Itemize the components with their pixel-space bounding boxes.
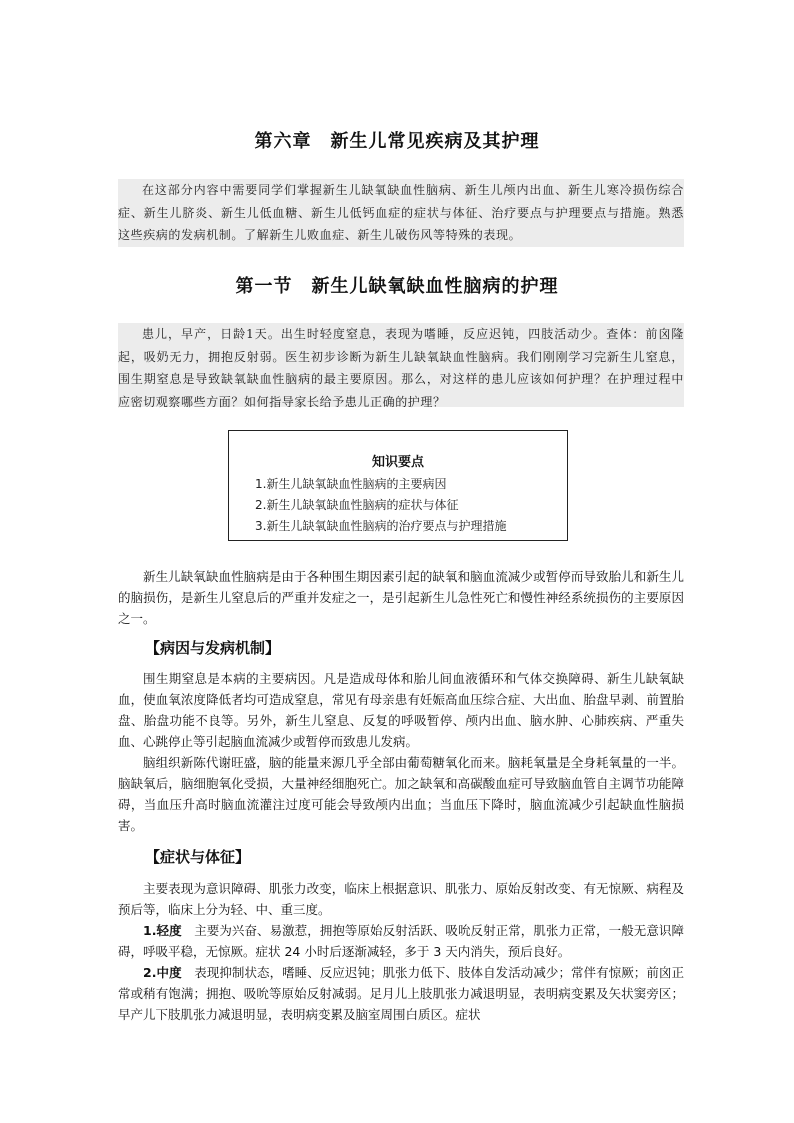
etiology-block — [118, 668, 684, 836]
knowledge-point-item: 1.新生儿缺氧缺血性脑病的主要病因 — [255, 477, 447, 491]
mild-grade-label: 1.轻度 — [143, 923, 182, 938]
moderate-grade-text: 表现抑制状态，嗜睡、反应迟钝；肌张力低下、肢体自发活动减少；常伴有惊厥；前囟正常或稍有饱满；拥抱、吸吮等原始反射减弱。足月儿上肢肌张力减退明显，表明病变累及矢状窦旁区；早产儿下肢肌张力减退明显，表明病变累及脑室周围白质区。症状 — [118, 965, 684, 1022]
case-intro-box — [118, 323, 684, 407]
chapter-title: 第六章 新生儿常见疾病及其护理 — [254, 131, 540, 152]
definition-paragraph: 新生儿缺氧缺血性脑病是由于各种围生期因素引起的缺氧和脑血流减少或暂停而导致胎儿和新生儿的脑损伤，是新生儿窒息后的严重并发症之一，是引起新生儿急性死亡和慢性神经系统损伤的主要原因之一。 — [118, 569, 684, 626]
symptoms-block — [118, 878, 684, 1025]
moderate-grade-paragraph — [118, 962, 684, 1025]
knowledge-points-box — [228, 430, 568, 541]
knowledge-points-title: 知识要点 — [371, 455, 424, 470]
moderate-grade-label: 2.中度 — [143, 965, 182, 980]
etiology-paragraph: 围生期窒息是本病的主要病因。凡是造成母体和胎儿间血液循环和气体交换障碍、新生儿缺氧缺血，使血氧浓度降低者均可造成窒息，常见有母亲患有妊娠高血压综合症、大出血、胎盘早剥、前置胎盘、胎盘功能不良等。另外，新生儿窒息、反复的呼吸暂停、颅内出血、脑水肿、心肺疾病、严重失血、心跳停止等引起脑血流减少或暂停而致患儿发病。 — [118, 671, 684, 749]
mild-grade-text: 主要为兴奋、易激惹，拥抱等原始反射活跃、吸吮反射正常，肌张力正常，一般无意识障碍，呼吸平稳，无惊厥。症状 24 小时后逐渐减轻，多于 3 天内消失，预后良好。 — [118, 923, 684, 959]
symptoms-intro-paragraph: 主要表现为意识障碍、肌张力改变，临床上根据意识、肌张力、原始反射改变、有无惊厥、病程及预后等，临床上分为轻、中、重三度。 — [118, 881, 684, 917]
etiology-heading: 【病因与发病机制】 — [145, 639, 281, 657]
knowledge-point-item: 3.新生儿缺氧缺血性脑病的治疗要点与护理措施 — [255, 519, 507, 533]
mild-grade-paragraph — [118, 920, 684, 962]
chapter-intro-text: 在这部分内容中需要同学们掌握新生儿缺氧缺血性脑病、新生儿颅内出血、新生儿寒冷损伤综合症、新生儿脐炎、新生儿低血糖、新生儿低钙血症的症状与体征、治疗要点与护理要点与措施。熟悉这些疾病的发病机制。了解新生儿败血症、新生儿破伤风等特殊的表现。 — [118, 183, 684, 242]
etiology-paragraph: 脑组织新陈代谢旺盛，脑的能量来源几乎全部由葡萄糖氧化而来。脑耗氧量是全身耗氧量的一半。脑缺氧后，脑细胞氧化受损，大量神经细胞死亡。加之缺氧和高碳酸血症可导致脑血管自主调节功能障碍，当血压升高时脑血流灌注过度可能会导致颅内出血；当血压下降时，脑血流减少引起缺血性脑损害。 — [118, 755, 684, 833]
symptoms-heading: 【症状与体征】 — [145, 848, 251, 866]
chapter-intro-box — [118, 179, 684, 247]
section-title: 第一节 新生儿缺氧缺血性脑病的护理 — [235, 276, 559, 297]
case-intro-text: 患儿，早产，日龄1天。出生时轻度窒息，表现为嗜睡，反应迟钝，四肢活动少。查体：前囟隆起，吸奶无力，拥抱反射弱。医生初步诊断为新生儿缺氧缺血性脑病。我们刚刚学习完新生儿窒息，围生期窒息是导致缺氧缺血性脑病的最主要原因。那么，对这样的患儿应该如何护理？在护理过程中应密切观察哪些方面？如何指导家长给予患儿正确的护理？ — [118, 327, 684, 409]
definition-block — [118, 566, 684, 629]
knowledge-point-item: 2.新生儿缺氧缺血性脑病的症状与体征 — [255, 498, 459, 512]
